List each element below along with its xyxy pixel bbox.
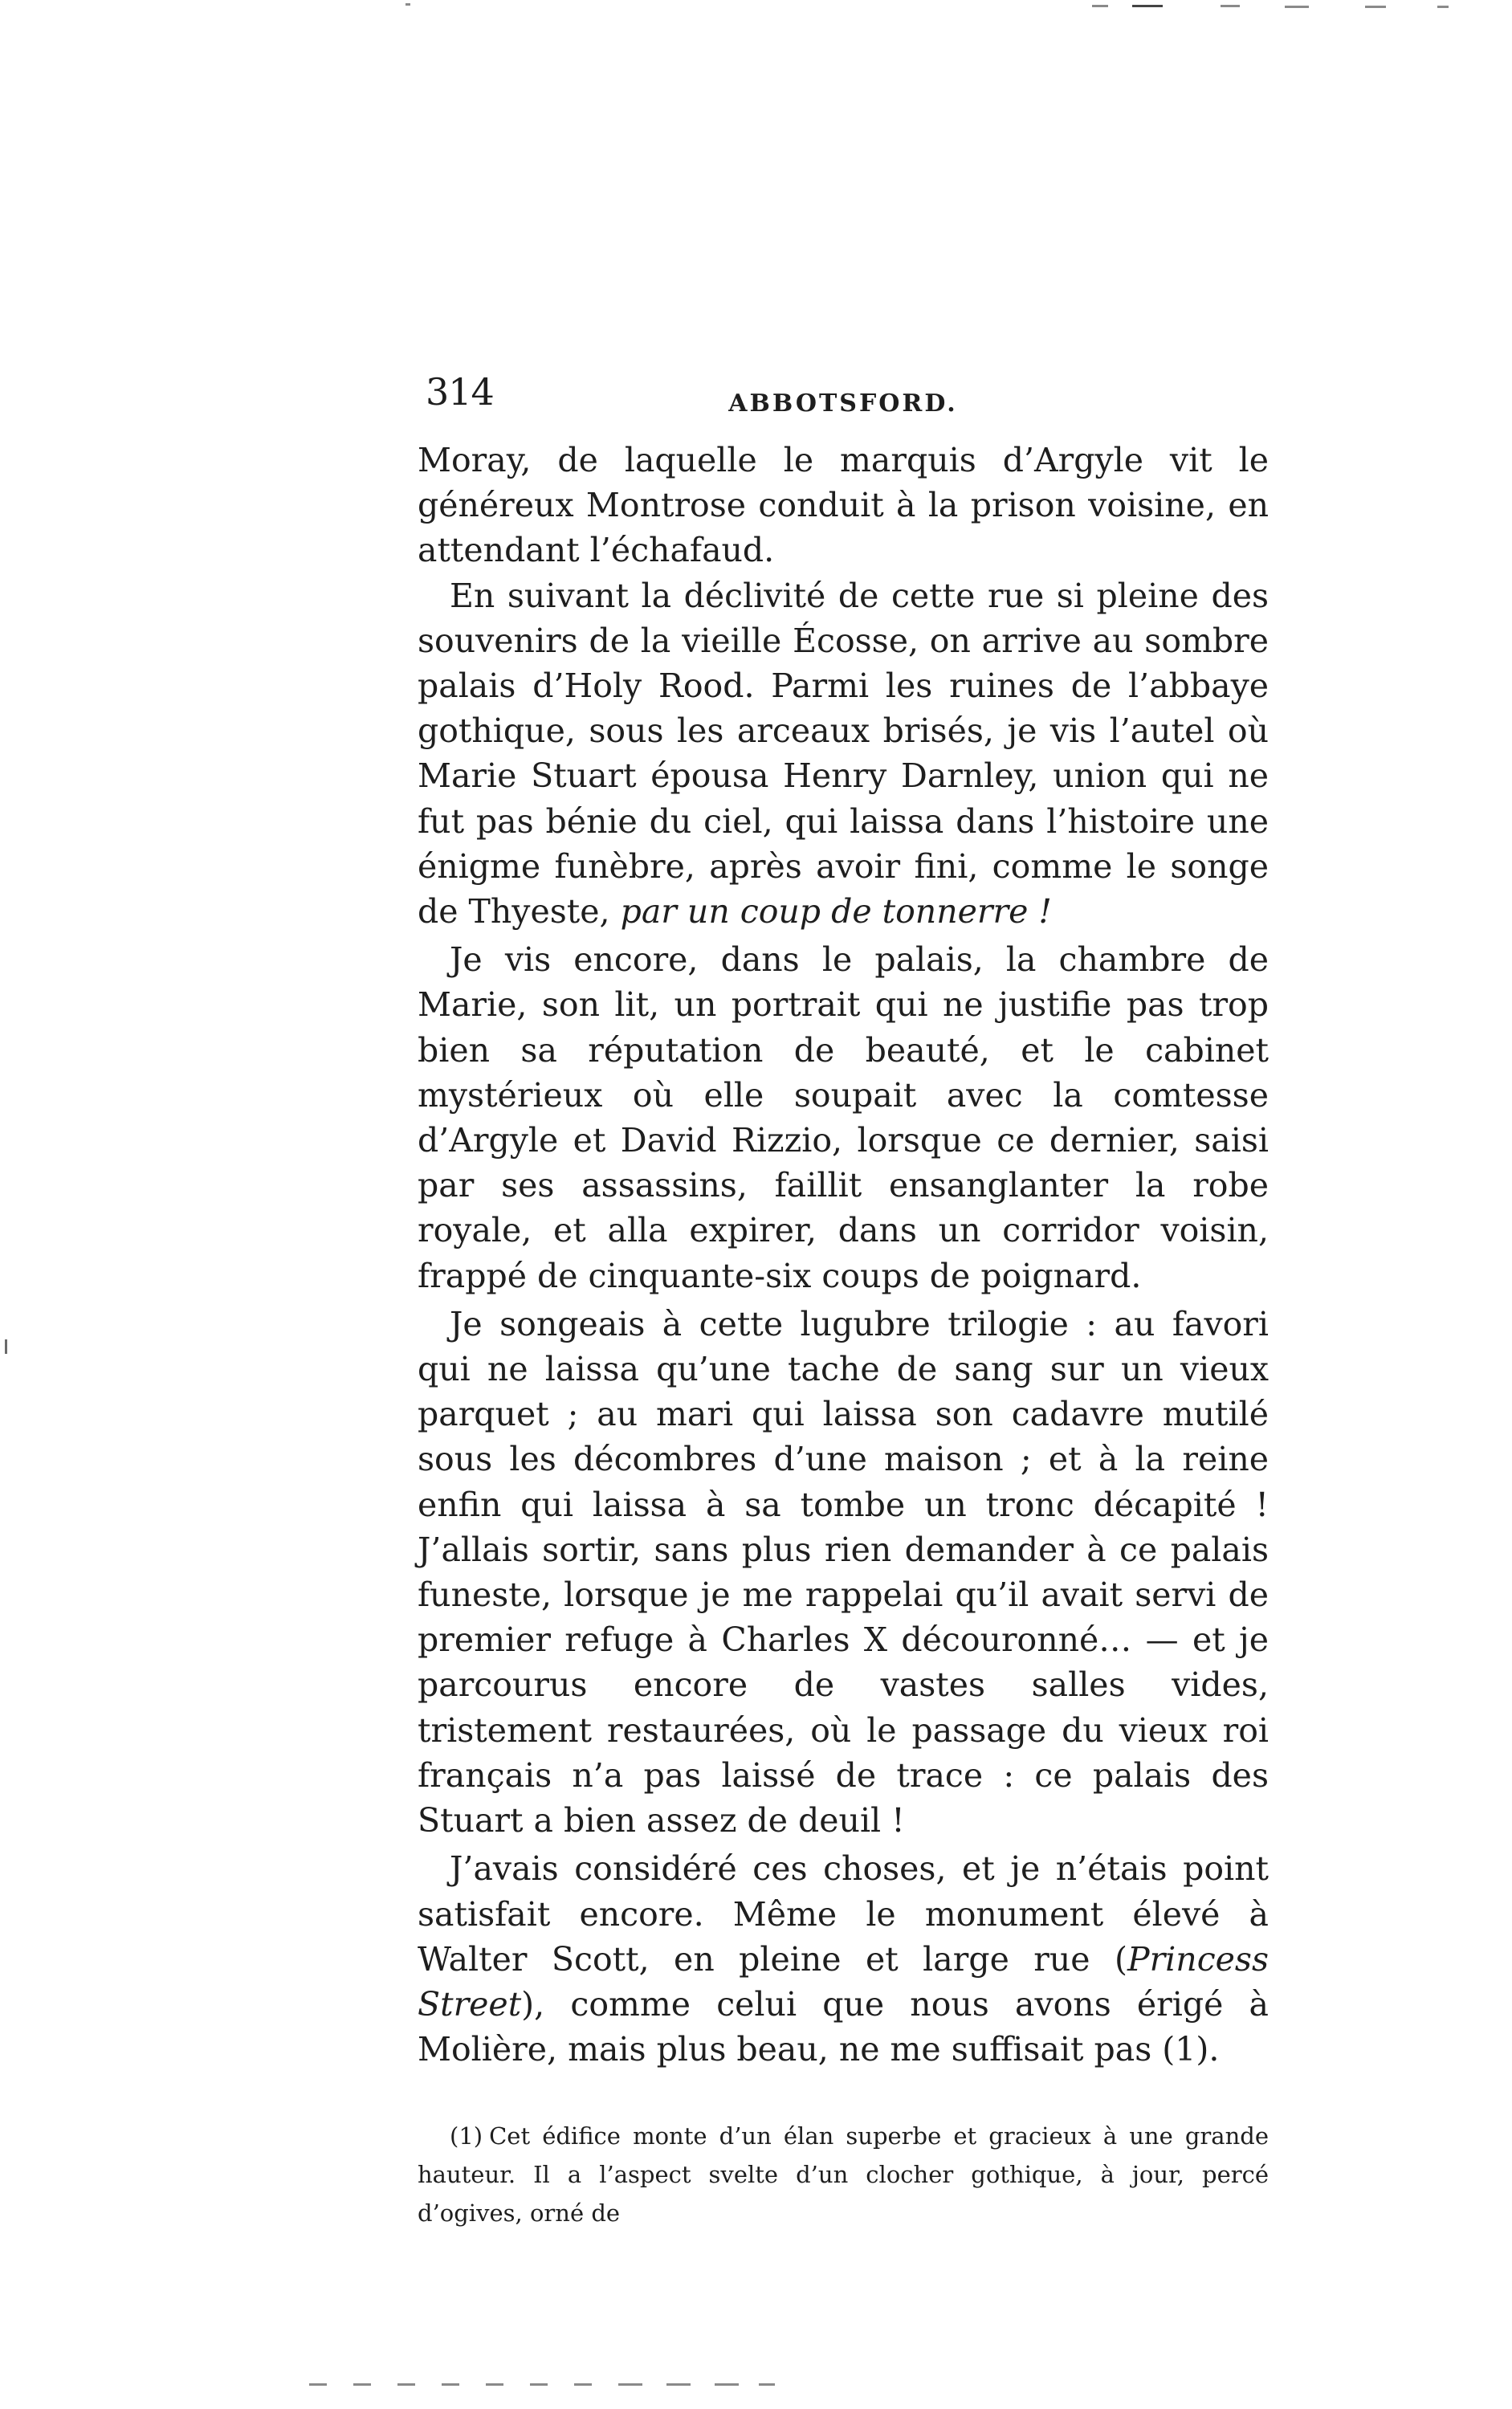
footnote (418, 2117, 1269, 2232)
paragraph-trilogy: Je songeais à cette lugubre trilogie : au favori qui ne laissa qu’une tache de sang sur un vieux parquet ; au mari qui laissa son cadavre mutilé sous les décombres d’une maison ; et à la reine enfin qui laissa à sa tombe un tronc décapité ! J’allais sortir, sans plus rien demander à ce palais funeste, lorsque je me rappelai qu’il avait servi de premier refuge à Charles X découronné… — et je parcourus encore de vastes salles vides, tristement restaurées, où le passage du vieux roi français n’a pas laissé de trace : ce palais des Stuart a bien assez de deuil ! (418, 1304, 1269, 1840)
page-number: 314 (426, 370, 494, 414)
footnote-marker: (1) (450, 2122, 483, 2150)
left-edge-mark (5, 1339, 7, 1354)
top-scan-marks (0, 0, 1512, 8)
paragraph-monument (418, 1846, 1269, 2072)
running-head: ABBOTSFORD. (728, 389, 958, 418)
paragraph-chamber: Je vis encore, dans le palais, la chambre de Marie, son lit, un portrait qui ne justifie pas trop bien sa réputation de beauté, et le cabinet mystérieux où elle soupait avec la comtesse d’Argyle et David Rizzio, lorsque ce dernier, saisi par ses assassins, faillit ensanglanter la robe royale, et alla expirer, dans un corridor voisin, frappé de cinquante-six coups de poignard. (418, 940, 1269, 1295)
book-page (418, 365, 1269, 2232)
paragraph-monument-italic: Princess Street (418, 1939, 1269, 2024)
paragraph-monument-text-b: ), comme celui que nous avons érigé à Molière, mais plus beau, ne me suffisait pas (1). (418, 1984, 1269, 2069)
paragraph-holy-rood (418, 573, 1269, 935)
paragraph-holy-rood-italic: par un coup de tonnerre ! (620, 892, 1052, 931)
body-text (418, 438, 1269, 2072)
page-header (418, 365, 1269, 438)
footnote-text: Cet édifice monte d’un élan superbe et gracieux à une grande hauteur. Il a l’aspect svelte d’un clocher gothique, à jour, percé d’ogives, orné de (418, 2122, 1269, 2228)
paragraph-monument-text-a: J’avais considéré ces choses, et je n’étais point satisfait encore. Même le monument élevé à Walter Scott, en pleine et large rue ( (418, 1849, 1269, 1979)
bottom-scan-marks (0, 2383, 1512, 2391)
paragraph-continuation: Moray, de laquelle le marquis d’Argyle vit le généreux Montrose conduit à la prison voisine, en attendant l’échafaud. (418, 441, 1269, 570)
paragraph-holy-rood-text: En suivant la déclivité de cette rue si pleine des souvenirs de la vieille Écosse, on arrive au sombre palais d’Holy Rood. Parmi les ruines de l’abbaye gothique, sous les arceaux brisés, je vis l’autel où Marie Stuart épousa Henry Darnley, union qui ne fut pas bénie du ciel, qui laissa dans l’histoire une énigme funèbre, après avoir fini, comme le songe de Thyeste, (418, 576, 1269, 931)
